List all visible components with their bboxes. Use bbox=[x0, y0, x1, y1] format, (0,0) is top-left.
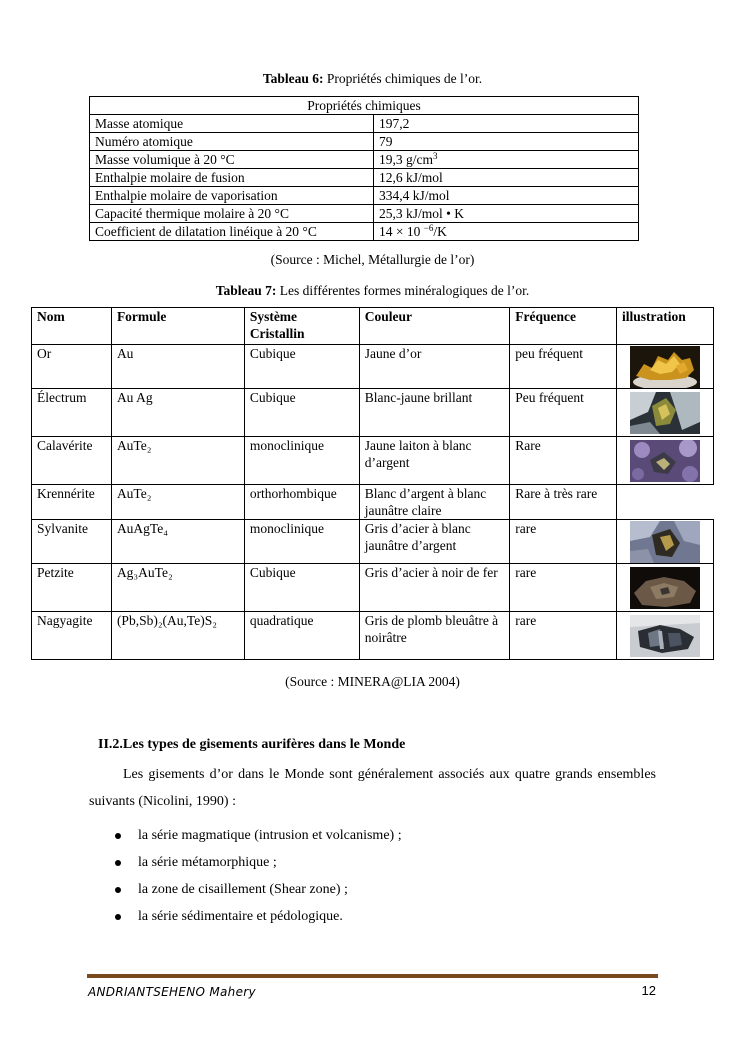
table7-source: (Source : MINERA@LIA 2004) bbox=[285, 674, 460, 689]
property-label: Enthalpie molaire de fusion bbox=[90, 169, 374, 187]
mineral-formula: AuTe₂ bbox=[111, 485, 244, 520]
table6-caption bbox=[0, 71, 745, 87]
table-row bbox=[32, 485, 714, 520]
crystal-system: Cubique bbox=[244, 345, 359, 389]
mineral-frequency: Rare bbox=[510, 437, 617, 485]
mineral-illustration bbox=[617, 345, 714, 389]
column-header: Formule bbox=[111, 308, 244, 345]
property-value: 12,6 kJ/mol bbox=[374, 169, 639, 187]
mineral-color: Jaune d’or bbox=[359, 345, 510, 389]
mineral-color: Gris d’acier à noir de fer bbox=[359, 564, 510, 612]
table-row bbox=[32, 437, 714, 485]
mineral-name: Calavérite bbox=[32, 437, 112, 485]
column-header: Nom bbox=[32, 308, 112, 345]
table-row bbox=[90, 187, 639, 205]
crystal-system: Cubique bbox=[244, 389, 359, 437]
mineral-name: Krennérite bbox=[32, 485, 112, 520]
table6-caption-label: Tableau 6: bbox=[262, 71, 324, 86]
table-row bbox=[32, 345, 714, 389]
property-label: Masse volumique à 20 °C bbox=[90, 151, 374, 169]
bullet-icon bbox=[115, 914, 121, 920]
page-number: 12 bbox=[641, 983, 656, 998]
mineral-frequency: rare bbox=[510, 564, 617, 612]
table-row bbox=[90, 133, 639, 151]
crystal-system: monoclinique bbox=[244, 520, 359, 564]
property-label: Capacité thermique molaire à 20 °C bbox=[90, 205, 374, 223]
table7-caption-text: Les différentes formes minéralogiques de l’or. bbox=[276, 283, 530, 298]
mineral-illustration bbox=[617, 520, 714, 564]
nagyagite-specimen-image bbox=[630, 615, 700, 657]
mineral-formula: Ag₃AuTe₂ bbox=[111, 564, 244, 612]
chemical-properties-table bbox=[89, 96, 639, 241]
mineral-illustration bbox=[617, 564, 714, 612]
mineral-frequency: Peu fréquent bbox=[510, 389, 617, 437]
footer-author: ANDRIANTSEHENO Mahery bbox=[88, 985, 256, 999]
table-row bbox=[90, 223, 639, 241]
mineral-illustration bbox=[617, 389, 714, 437]
column-header: Système Cristallin bbox=[244, 308, 359, 345]
crystal-system: quadratique bbox=[244, 612, 359, 660]
column-header: Fréquence bbox=[510, 308, 617, 345]
table7-caption-label: Tableau 7: bbox=[215, 283, 277, 298]
gold-nugget-image bbox=[630, 346, 700, 388]
petzite-specimen-image bbox=[630, 567, 700, 609]
mineral-formula: Au bbox=[111, 345, 244, 389]
property-value: 197,2 bbox=[374, 115, 639, 133]
mineral-name: Sylvanite bbox=[32, 520, 112, 564]
section-heading: II.2.Les types de gisements aurifères dans le Monde bbox=[98, 737, 406, 752]
list-item: la série métamorphique ; bbox=[115, 852, 402, 879]
footer-divider bbox=[87, 974, 658, 978]
mineral-illustration bbox=[617, 612, 714, 660]
bullet-icon bbox=[115, 833, 121, 839]
mineral-formula: AuTe₂ bbox=[111, 437, 244, 485]
table-row bbox=[32, 520, 714, 564]
property-value: 19,3 $g/cm^3$ bbox=[374, 151, 639, 169]
property-label: Masse atomique bbox=[90, 115, 374, 133]
mineral-forms-table bbox=[31, 307, 714, 660]
mineral-name: Petzite bbox=[32, 564, 112, 612]
mineral-formula: (Pb,Sb)₂(Au,Te)S₂ bbox=[111, 612, 244, 660]
mineral-frequency: peu fréquent bbox=[510, 345, 617, 389]
property-value: 79 bbox=[374, 133, 639, 151]
mineral-frequency: rare bbox=[510, 612, 617, 660]
mineral-name: Or bbox=[32, 345, 112, 389]
mineral-name: Électrum bbox=[32, 389, 112, 437]
sylvanite-crystal-image bbox=[630, 521, 700, 563]
table-row bbox=[32, 389, 714, 437]
property-label: Coefficient de dilatation linéique à 20 °C bbox=[90, 223, 374, 241]
list-item: la série sédimentaire et pédologique. bbox=[115, 906, 402, 933]
mineral-frequency: rare bbox=[510, 520, 617, 564]
table-row bbox=[32, 612, 714, 660]
mineral-color: Blanc-jaune brillant bbox=[359, 389, 510, 437]
mineral-formula: AuAgTe₄ bbox=[111, 520, 244, 564]
table6-source: (Source : Michel, Métallurgie de l’or) bbox=[270, 252, 475, 267]
table-header-row bbox=[32, 308, 714, 345]
property-label: Numéro atomique bbox=[90, 133, 374, 151]
table7-caption bbox=[0, 283, 745, 299]
mineral-color: Blanc d’argent à blanc jaunâtre claire bbox=[359, 485, 510, 520]
mineral-formula: Au Ag bbox=[111, 389, 244, 437]
table-row bbox=[90, 151, 639, 169]
property-value: 334,4 kJ/mol bbox=[374, 187, 639, 205]
bullet-icon bbox=[115, 860, 121, 866]
deposit-types-list bbox=[115, 825, 402, 933]
list-item: la zone de cisaillement (Shear zone) ; bbox=[115, 879, 402, 906]
crystal-system: monoclinique bbox=[244, 437, 359, 485]
table6-caption-text: Propriétés chimiques de l’or. bbox=[323, 71, 483, 86]
property-value: 25,3 kJ/mol • K bbox=[374, 205, 639, 223]
mineral-color: Gris d’acier à blanc jaunâtre d’argent bbox=[359, 520, 510, 564]
table6-header: Propriétés chimiques bbox=[90, 97, 639, 115]
table-row bbox=[32, 564, 714, 612]
calaverite-crystal-image bbox=[630, 440, 700, 482]
mineral-frequency: Rare à très rare bbox=[510, 485, 617, 520]
column-header: illustration bbox=[617, 308, 714, 345]
property-value: 14 × 10 $^{-6}$/K bbox=[374, 223, 639, 241]
mineral-color: Gris de plomb bleuâtre à noirâtre bbox=[359, 612, 510, 660]
property-label: Enthalpie molaire de vaporisation bbox=[90, 187, 374, 205]
mineral-color: Jaune laiton à blanc d’argent bbox=[359, 437, 510, 485]
crystal-system: Cubique bbox=[244, 564, 359, 612]
crystal-system: orthorhombique bbox=[244, 485, 359, 520]
section-paragraph: Les gisements d’or dans le Monde sont généralement associés aux quatre grands ensembles suivants (Nicolini, 1990) : bbox=[89, 767, 656, 809]
table-row bbox=[90, 115, 639, 133]
mineral-name: Nagyagite bbox=[32, 612, 112, 660]
mineral-illustration-empty bbox=[617, 485, 714, 520]
table-row bbox=[90, 169, 639, 187]
mineral-illustration bbox=[617, 437, 714, 485]
electrum-crystal-image bbox=[630, 392, 700, 434]
bullet-icon bbox=[115, 887, 121, 893]
list-item: la série magmatique (intrusion et volcanisme) ; bbox=[115, 825, 402, 852]
column-header: Couleur bbox=[359, 308, 510, 345]
table-row bbox=[90, 205, 639, 223]
